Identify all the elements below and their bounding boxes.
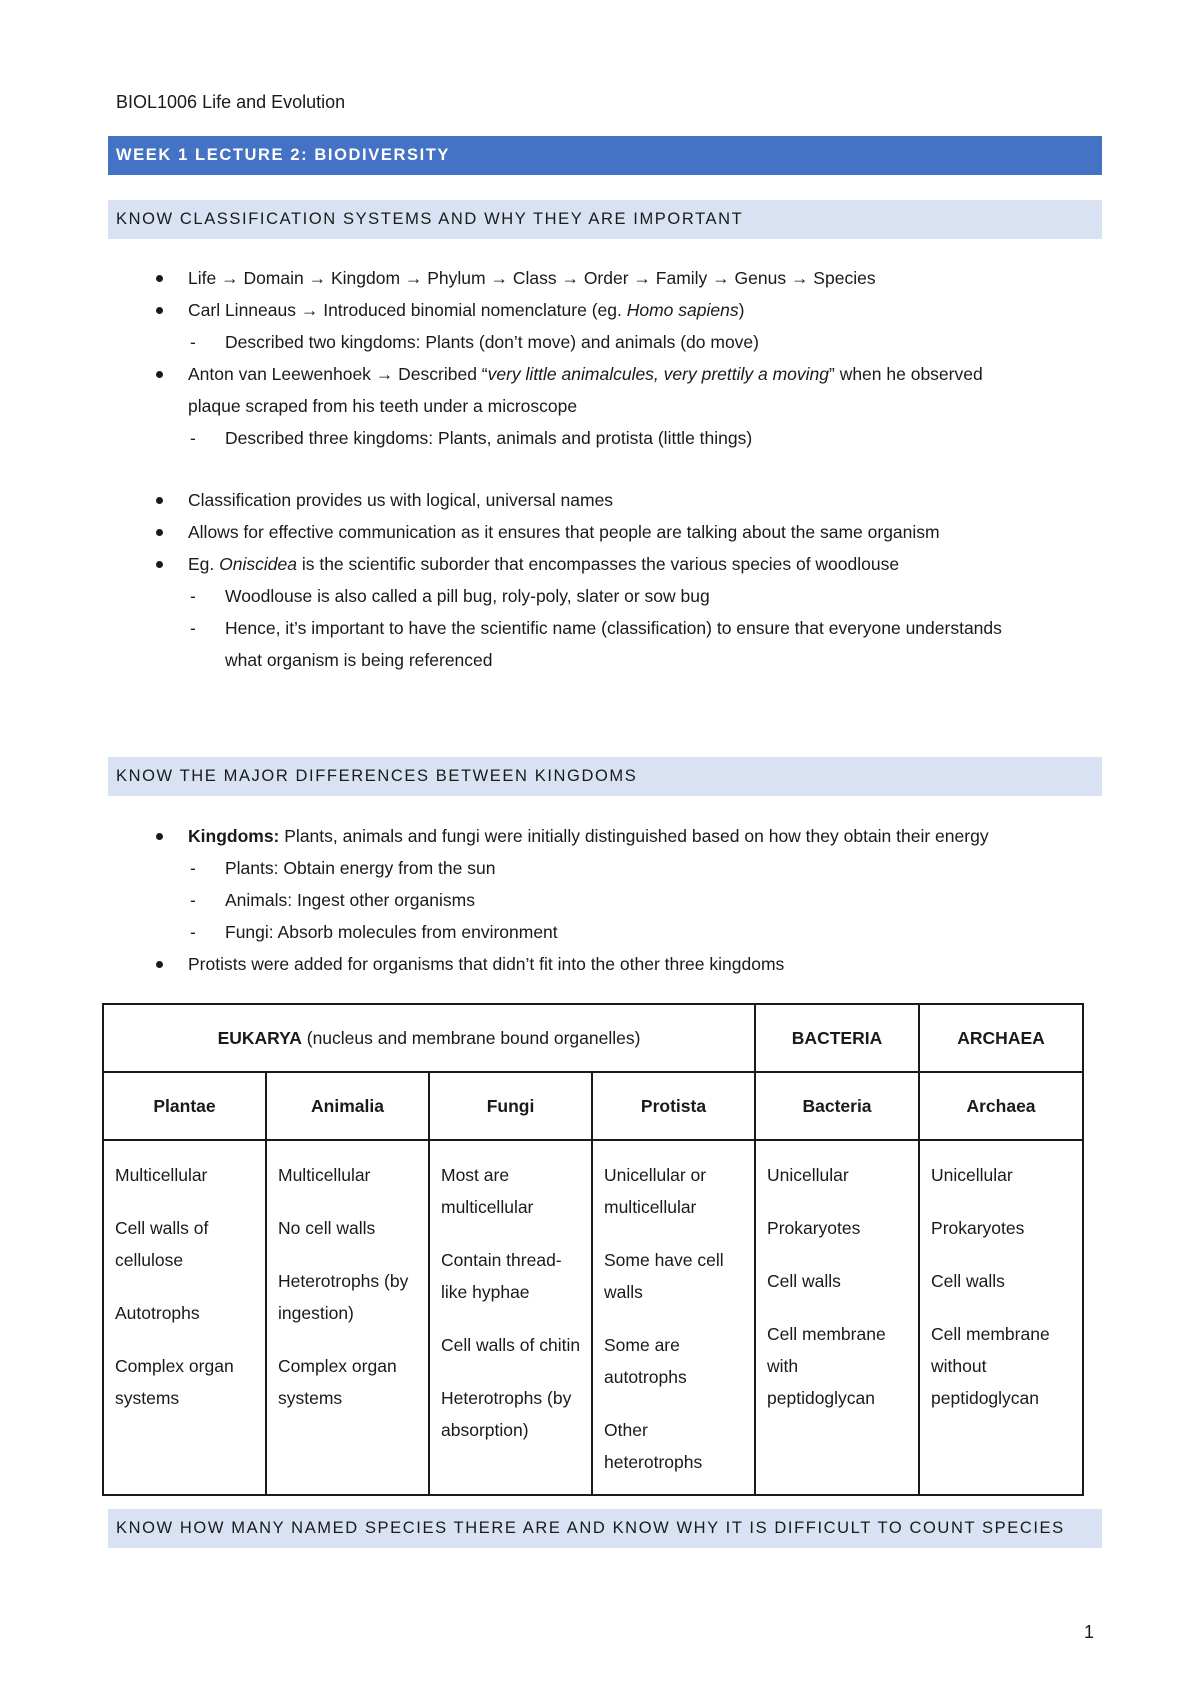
week-heading: WEEK 1 LECTURE 2: BIODIVERSITY (108, 136, 1102, 175)
linneaus-sub-text: Described two kingdoms: Plants (don’t move) and animals (do move) (225, 332, 759, 352)
leeuwenhoek-cont: plaque scraped from his teeth under a microscope (188, 396, 578, 416)
eg-text: is the scientific suborder that encompasses the various species of woodlouse (296, 554, 900, 574)
bacteria-domain-header: BACTERIA (755, 1004, 919, 1072)
plants-energy: Plants: Obtain energy from the sun (225, 858, 496, 878)
list-subitem (108, 580, 1102, 612)
eg-prefix: Eg. (188, 554, 220, 574)
protista-traits (592, 1140, 755, 1495)
list-item (108, 820, 1102, 852)
column-header: Animalia (266, 1072, 429, 1140)
animalia-traits (266, 1140, 429, 1495)
fungi-energy: Fungi: Absorb molecules from environment (225, 922, 558, 942)
trait: Complex organ systems (115, 1356, 234, 1408)
trait: Multicellular (278, 1165, 371, 1185)
eukarya-note: (nucleus and membrane bound organelles) (301, 1027, 641, 1048)
trait: Cell membrane with peptidoglycan (767, 1324, 886, 1408)
eg-sub-text-1: Woodlouse is also called a pill bug, roly-poly, slater or sow bug (225, 586, 710, 606)
eg-sub-text-2-cont: what organism is being referenced (225, 650, 493, 670)
classification-list (108, 262, 1102, 676)
animals-energy: Animals: Ingest other organisms (225, 890, 475, 910)
list-item (108, 294, 1102, 326)
kingdom-header-row (103, 1072, 1083, 1140)
eg-sub-text-2: Hence, it’s important to have the scientific name (classification) to ensure that everyone understands (225, 618, 1002, 638)
kingdoms-table (102, 1003, 1084, 1496)
section-heading-species: KNOW HOW MANY NAMED SPECIES THERE ARE AND KNOW WHY IT IS DIFFICULT TO COUNT SPECIES (108, 1509, 1102, 1548)
why-text-1: Classification provides us with logical, universal names (188, 490, 614, 510)
list-item (108, 358, 1102, 390)
trait: Cell walls (767, 1271, 841, 1291)
list-subitem (108, 326, 1102, 358)
trait: Complex organ systems (278, 1356, 397, 1408)
traits-row (103, 1140, 1083, 1495)
section-heading-kingdoms: KNOW THE MAJOR DIFFERENCES BETWEEN KINGDOMS (108, 757, 1102, 796)
hierarchy-text: Life → Domain → Kingdom → Phylum → Class → Order → Family → Genus → Species (188, 268, 876, 288)
trait: Unicellular or multicellular (604, 1165, 707, 1217)
trait: Cell walls of chitin (441, 1335, 581, 1355)
trait: Unicellular (767, 1165, 849, 1185)
archaea-domain-header: ARCHAEA (919, 1004, 1083, 1072)
list-subitem (108, 852, 1102, 884)
list-subitem (108, 916, 1102, 948)
trait: Cell walls (931, 1271, 1005, 1291)
linneaus-example: Homo sapiens (626, 300, 739, 320)
trait: Contain thread-like hyphae (441, 1250, 562, 1302)
leeuwenhoek-text: Anton van Leewenhoek → Described “ (188, 364, 488, 384)
linneaus-close: ) (738, 300, 745, 320)
trait: Multicellular (115, 1165, 208, 1185)
trait: Heterotrophs (by absorption) (441, 1388, 572, 1440)
trait: Some have cell walls (604, 1250, 724, 1302)
archaea-traits (919, 1140, 1083, 1495)
list-item-continuation (108, 390, 1102, 422)
page-number: 1 (1084, 1622, 1095, 1642)
trait: Autotrophs (115, 1303, 200, 1323)
leeuwenhoek-quote: very little animalcules, very prettily a moving (487, 364, 829, 384)
column-header: Archaea (919, 1072, 1083, 1140)
trait: No cell walls (278, 1218, 376, 1238)
list-gap (108, 454, 1102, 484)
trait: Prokaryotes (931, 1218, 1025, 1238)
list-subitem (108, 422, 1102, 454)
list-subitem (108, 884, 1102, 916)
leeuwenhoek-sub-text: Described three kingdoms: Plants, animals and protista (little things) (225, 428, 753, 448)
list-item (108, 548, 1102, 580)
trait: Prokaryotes (767, 1218, 861, 1238)
protists-text: Protists were added for organisms that didn’t fit into the other three kingdoms (188, 954, 785, 974)
kingdoms-label: Kingdoms: (188, 826, 280, 846)
list-item (108, 516, 1102, 548)
why-text-2: Allows for effective communication as it ensures that people are talking about the same organism (188, 522, 940, 542)
trait: Heterotrophs (by ingestion) (278, 1271, 409, 1323)
trait: Most are multicellular (441, 1165, 534, 1217)
trait: Some are autotrophs (604, 1335, 687, 1387)
list-item (108, 948, 1102, 980)
bacteria-traits (755, 1140, 919, 1495)
column-header: Plantae (103, 1072, 266, 1140)
plantae-traits (103, 1140, 266, 1495)
kingdoms-list (108, 820, 1102, 980)
eukarya-label: EUKARYA (217, 1027, 302, 1048)
column-header: Bacteria (755, 1072, 919, 1140)
eukarya-header (103, 1004, 755, 1072)
trait: Cell membrane without peptidoglycan (931, 1324, 1050, 1408)
kingdoms-text: Plants, animals and fungi were initially distinguished based on how they obtain their energy (279, 826, 989, 846)
section-heading-classification: KNOW CLASSIFICATION SYSTEMS AND WHY THEY ARE IMPORTANT (108, 200, 1102, 239)
list-subitem-continuation (108, 644, 1102, 676)
eg-taxon: Oniscidea (219, 554, 297, 574)
trait: Other heterotrophs (604, 1420, 703, 1472)
list-item (108, 262, 1102, 294)
domain-row (103, 1004, 1083, 1072)
list-item (108, 484, 1102, 516)
course-header: BIOL1006 Life and Evolution (116, 92, 346, 112)
leeuwenhoek-after: ” when he observed (829, 364, 983, 384)
list-subitem (108, 612, 1102, 644)
fungi-traits (429, 1140, 592, 1495)
linneaus-text: Carl Linneaus → Introduced binomial nomenclature (eg. (188, 300, 627, 320)
column-header: Fungi (429, 1072, 592, 1140)
trait: Cell walls of cellulose (115, 1218, 209, 1270)
trait: Unicellular (931, 1165, 1013, 1185)
column-header: Protista (592, 1072, 755, 1140)
